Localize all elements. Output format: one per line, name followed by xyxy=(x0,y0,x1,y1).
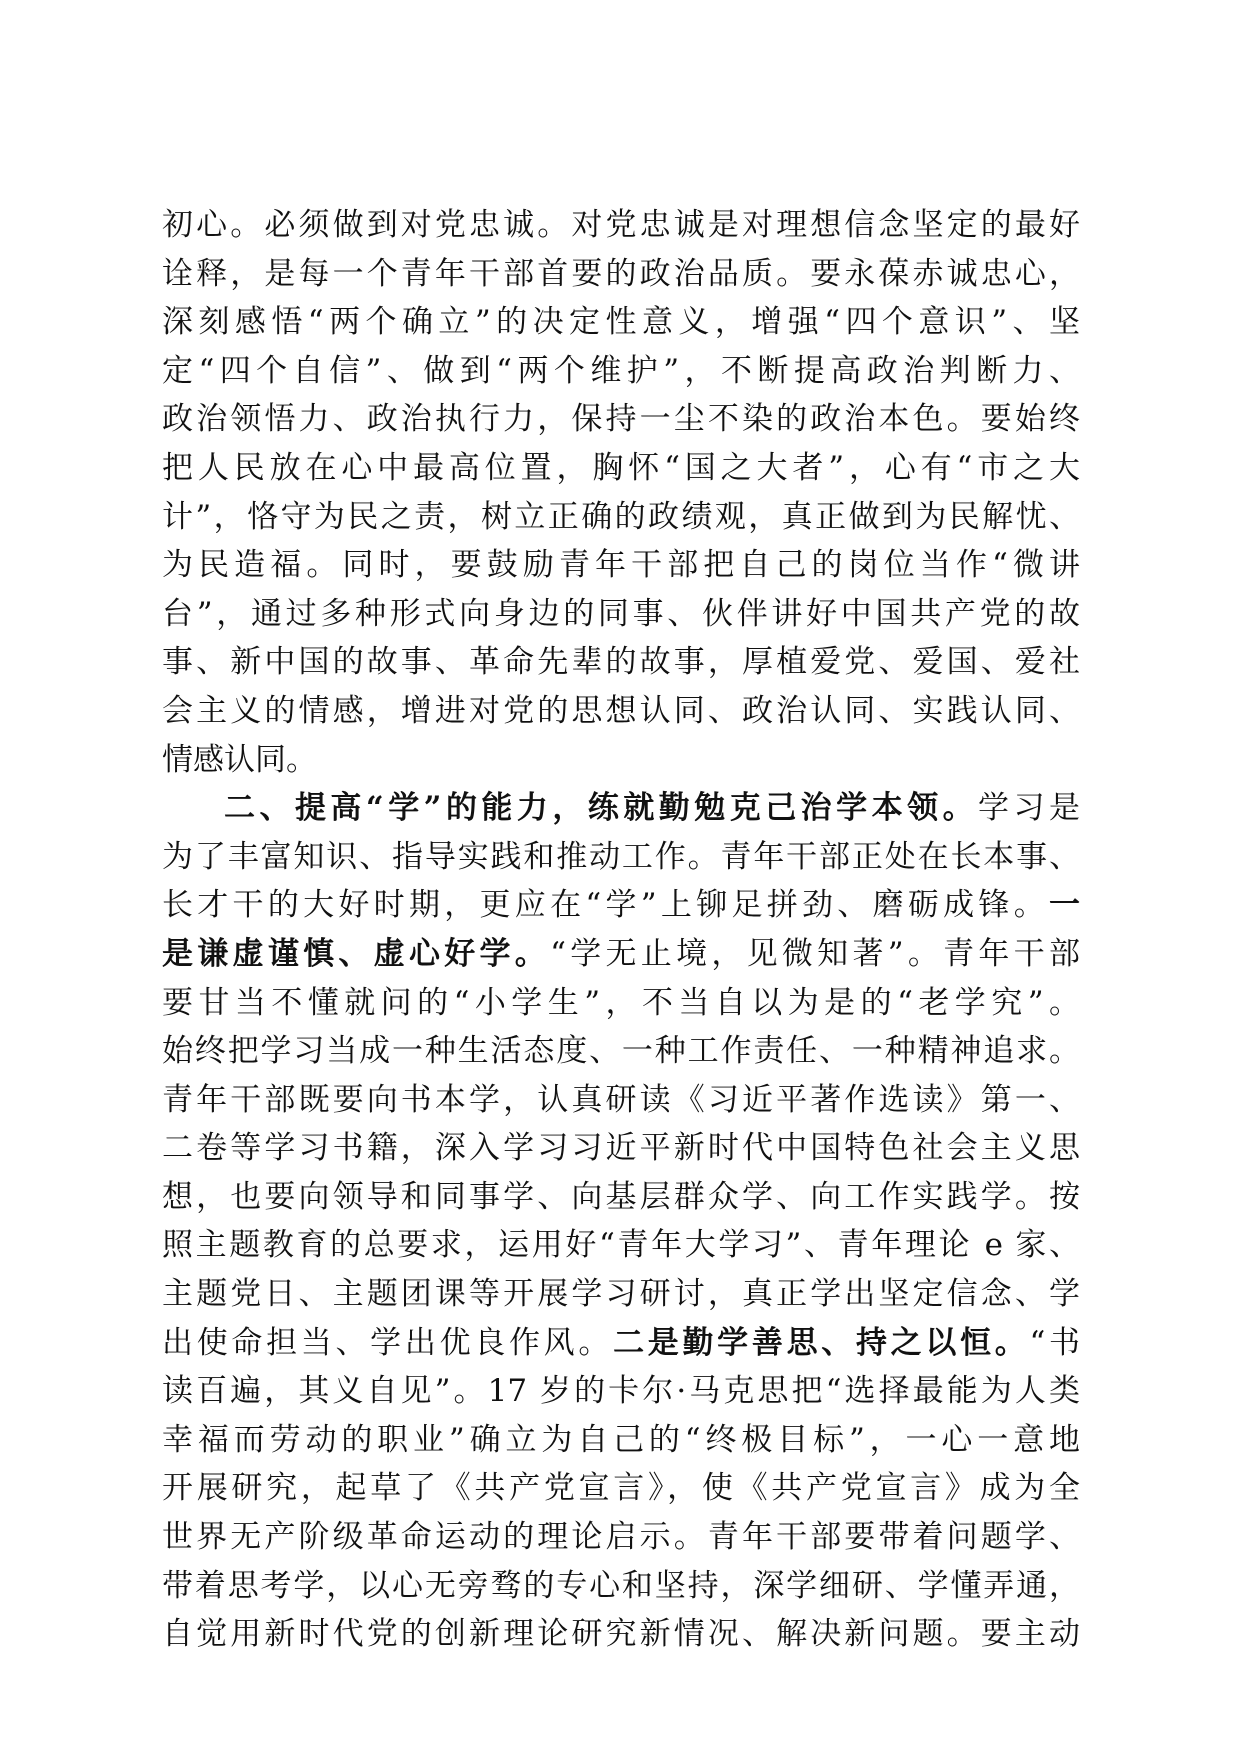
text-run: 主题党日、主题团课等开展学习研讨，真正学出坚定信念、学 xyxy=(162,1276,1080,1313)
text-run: 台”，通过多种形式向身边的同事、伙伴讲好中国共产党的故 xyxy=(162,595,1080,632)
text-run: 为民造福。同时，要鼓励青年干部把自己的岗位当作“微讲 xyxy=(162,547,1080,584)
body-text-line xyxy=(162,687,1080,736)
body-text-line xyxy=(162,347,1080,396)
body-text-line xyxy=(162,1319,1080,1368)
text-run: 始终把学习当成一种生活态度、一种工作责任、一种精神追求。 xyxy=(162,1033,1080,1070)
text-run: 诠释，是每一个青年干部首要的政治品质。要永葆赤诚忠心， xyxy=(162,255,1080,292)
body-text-line xyxy=(162,881,1080,930)
text-run: 定“四个自信”、做到“两个维护”，不断提高政治判断力、 xyxy=(162,352,1080,389)
body-text-line xyxy=(162,1464,1080,1513)
body-text-line xyxy=(162,1076,1080,1125)
body-text-line xyxy=(162,1124,1080,1173)
text-run: 要甘当不懂就问的“小学生”，不当自以为是的“老学究”。 xyxy=(162,984,1080,1021)
text-run: 带着思考学，以心无旁骛的专心和坚持，深学细研、学懂弄通， xyxy=(162,1567,1080,1604)
body-text-line xyxy=(162,1173,1080,1222)
text-run: 世界无产阶级革命运动的理论启示。青年干部要带着问题学、 xyxy=(162,1519,1080,1556)
text-run: 政治领悟力、政治执行力，保持一尘不染的政治本色。要始终 xyxy=(162,401,1080,438)
body-text-line xyxy=(162,1610,1080,1659)
text-run: “学无止境，见微知著”。青年干部 xyxy=(550,935,1080,972)
body-text-line xyxy=(162,979,1080,1028)
text-run: 深刻感悟“两个确立”的决定性意义，增强“四个意识”、坚 xyxy=(162,304,1080,341)
text-run: 会主义的情感，增进对党的思想认同、政治认同、实践认同、 xyxy=(162,692,1080,729)
body-text-line xyxy=(162,590,1080,639)
body-text-line xyxy=(162,1221,1080,1270)
body-text-line xyxy=(162,833,1080,882)
body-text-line xyxy=(162,1270,1080,1319)
body-text-line xyxy=(162,1367,1080,1416)
body-text-line xyxy=(162,493,1080,542)
text-run: 把人民放在心中最高位置，胸怀“国之大者”，心有“市之大 xyxy=(162,449,1080,486)
body-text-line xyxy=(162,201,1080,250)
body-text-line xyxy=(162,1513,1080,1562)
text-run: 初心。必须做到对党忠诚。对党忠诚是对理想信念坚定的最好 xyxy=(162,207,1080,243)
text-run: 为了丰富知识、指导实践和推动工作。青年干部正处在长本事、 xyxy=(162,838,1080,875)
body-text-line xyxy=(162,1027,1080,1076)
bold-phrase: 二、提高“学”的能力，练就勤勉克己治学本领。 xyxy=(224,790,979,827)
text-run: 开展研究，起草了《共产党宣言》，使《共产党宣言》成为全 xyxy=(162,1470,1080,1507)
section-heading-line xyxy=(162,784,1080,833)
text-run: 二卷等学习书籍，深入学习习近平新时代中国特色社会主义思 xyxy=(162,1130,1080,1167)
body-text-line xyxy=(162,541,1080,590)
text-run: 出使命担当、学出优良作风。 xyxy=(162,1324,614,1361)
bold-phrase: 是谦虚谨慎、虚心好学。 xyxy=(162,935,551,972)
text-run: 计”，恪守为民之责，树立正确的政绩观，真正做到为民解忧、 xyxy=(162,498,1080,535)
document-body-text xyxy=(162,201,1080,1659)
text-run: 学习是 xyxy=(978,790,1080,827)
text-run: 青年干部既要向书本学，认真研读《习近平著作选读》第一、 xyxy=(162,1081,1080,1118)
text-run: 照主题教育的总要求，运用好“青年大学习”、青年理论 e 家、 xyxy=(162,1227,1080,1264)
text-run: 幸福而劳动的职业”确立为自己的“终极目标”，一心一意地 xyxy=(162,1421,1080,1458)
text-run: 情感认同。 xyxy=(162,741,317,778)
body-text-line xyxy=(162,395,1080,444)
body-text-line xyxy=(162,444,1080,493)
body-text-line xyxy=(162,930,1080,979)
body-text-line xyxy=(162,736,1080,785)
body-text-line xyxy=(162,250,1080,299)
text-run: 事、新中国的故事、革命先辈的故事，厚植爱党、爱国、爱社 xyxy=(162,644,1080,681)
bold-phrase: 二是勤学善思、持之以恒。 xyxy=(613,1324,1030,1361)
text-run: “书 xyxy=(1029,1324,1080,1361)
body-text-line xyxy=(162,1416,1080,1465)
bold-phrase: 一 xyxy=(1049,887,1080,924)
body-text-line xyxy=(162,1562,1080,1611)
text-run: 想，也要向领导和同事学、向基层群众学、向工作实践学。按 xyxy=(162,1178,1080,1215)
body-text-line xyxy=(162,638,1080,687)
text-run: 自觉用新时代党的创新理论研究新情况、解决新问题。要主动 xyxy=(162,1616,1080,1653)
text-run: 长才干的大好时期，更应在“学”上铆足拼劲、磨砺成锋。 xyxy=(162,887,1049,924)
body-text-line xyxy=(162,298,1080,347)
text-run: 读百遍，其义自见”。17 岁的卡尔·马克思把“选择最能为人类 xyxy=(162,1373,1080,1410)
